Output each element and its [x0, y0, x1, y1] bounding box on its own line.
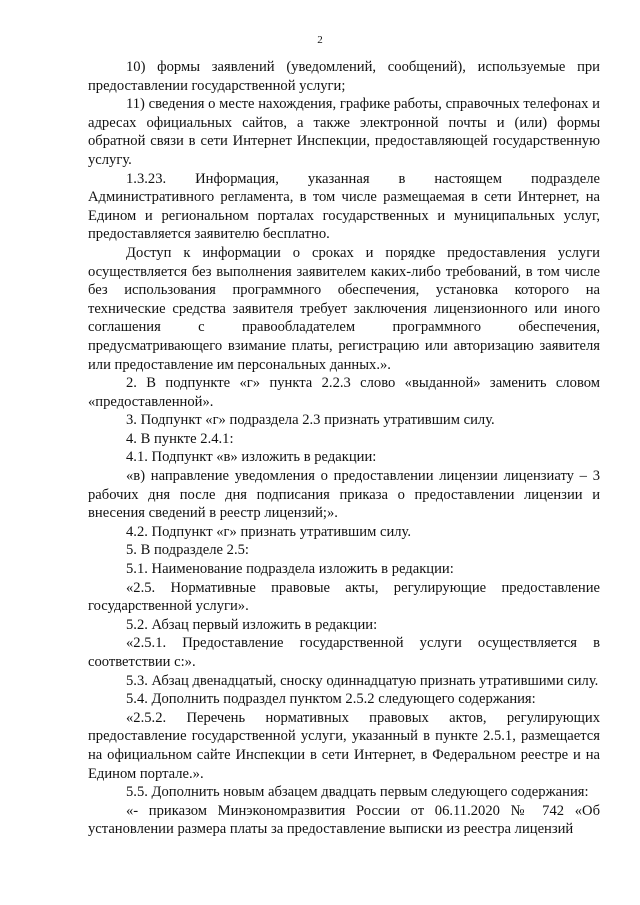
paragraph: «2.5.2. Перечень нормативных правовых актов, регулирующих предоставление государственной услуги, указанный в пункте 2.5.1, размещается на официальном сайте Инспекции в сети Интернет, в Федеральном реестре и на Едином портале.». — [88, 709, 600, 782]
paragraph: Доступ к информации о сроках и порядке предоставления услуги осуществляется без выполнения заявителем каких-либо требований, в том числе без использования программного обеспечения, установка которого на технические средства заявителя требует заключения лицензионного или иного соглашения с правообладателем программного обеспечения, предусматривающего взимание платы, регистрацию или авторизацию заявителя или предоставление им персональных данных.». — [88, 244, 600, 373]
document-body — [88, 58, 600, 839]
paragraph: 5. В подразделе 2.5: — [126, 542, 249, 559]
paragraph: «в) направление уведомления о предоставлении лицензии лицензиату – 3 рабочих дня после дня подписания приказа о предоставлении лицензии и внесения сведений в реестр лицензий;». — [88, 468, 600, 522]
paragraph: «2.5. Нормативные правовые акты, регулирующие предоставление государственной услуги». — [88, 579, 600, 615]
paragraph: 10) формы заявлений (уведомлений, сообщений), используемые при предоставлении государственной услуги; — [88, 59, 600, 94]
paragraph: 5.3. Абзац двенадцатый, сноску одиннадцатую признать утратившими силу. — [126, 672, 599, 689]
paragraph: «- приказом Минэкономразвития России от 06.11.2020 № 742 «Об установлении размера платы за предоставление выписки из реестра лицензий — [88, 802, 600, 838]
paragraph: 5.4. Дополнить подраздел пунктом 2.5.2 следующего содержания: — [126, 691, 536, 708]
page-number: 2 — [317, 34, 323, 46]
paragraph: 2. В подпункте «г» пункта 2.2.3 слово «выданной» заменить словом «предоставленной». — [88, 375, 600, 410]
paragraph: 5.2. Абзац первый изложить в редакции: — [126, 616, 378, 633]
paragraph: 11) сведения о месте нахождения, графике работы, справочных телефонах и адресах официальных сайтов, а также электронной почты и (или) формы обратной связи в сети Интернет Инспекции, предоставляющей государственную услугу. — [88, 96, 600, 168]
paragraph: 3. Подпункт «г» подраздела 2.3 признать утратившим силу. — [126, 412, 495, 429]
paragraph: 5.5. Дополнить новым абзацем двадцать первым следующего содержания: — [126, 784, 589, 801]
paragraph: «2.5.1. Предоставление государственной услуги осуществляется в соответствии с:». — [88, 635, 600, 670]
paragraph: 4. В пункте 2.4.1: — [126, 430, 234, 447]
paragraph: 4.2. Подпункт «г» признать утратившим силу. — [126, 523, 412, 540]
paragraph: 4.1. Подпункт «в» изложить в редакции: — [126, 449, 377, 466]
paragraph: 5.1. Наименование подраздела изложить в редакции: — [126, 561, 454, 578]
paragraph: 1.3.23. Информация, указанная в настоящем подразделе Административного регламента, в том числе размещаемая в сети Интернет, на Едином и региональном порталах государственных и муниципальных услуг, предоставляется заявителю бесплатно. — [88, 170, 600, 243]
